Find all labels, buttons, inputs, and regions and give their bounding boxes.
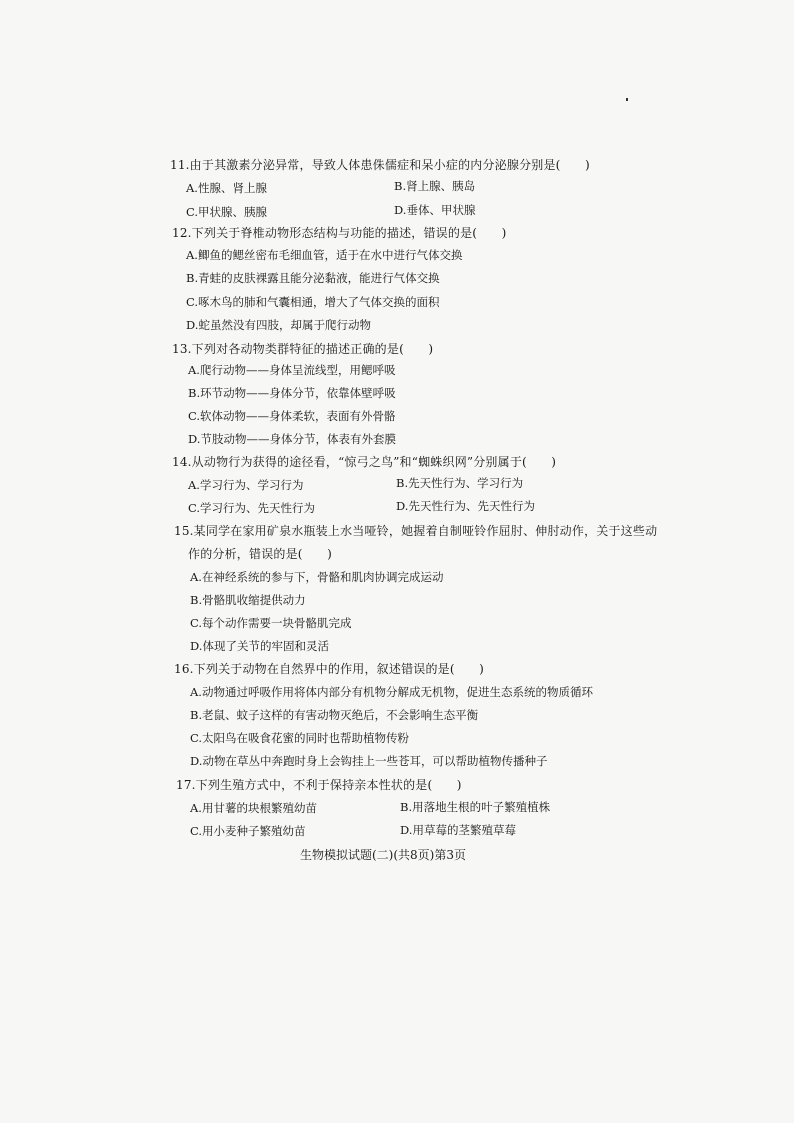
question-12-option-d: D.蛇虽然没有四肢，却属于爬行动物 — [186, 318, 371, 332]
question-16-stem: 16.下列关于动物在自然界中的作用，叙述错误的是( ) — [174, 662, 485, 676]
question-11-option-d: D.垂体、甲状腺 — [394, 203, 476, 217]
question-11-option-c: C.甲状腺、胰腺 — [186, 205, 268, 219]
question-12-option-c: C.啄木鸟的肺和气囊相通，增大了气体交换的面积 — [186, 295, 440, 309]
question-16-option-a: A.动物通过呼吸作用将体内部分有机物分解成无机物，促进生态系统的物质循环 — [190, 685, 593, 699]
question-11-stem: 11.由于其激素分泌异常，导致人体患侏儒症和呆小症的内分泌腺分别是( ) — [170, 158, 590, 172]
question-15-option-a: A.在神经系统的参与下，骨骼和肌肉协调完成运动 — [190, 570, 444, 584]
question-14-stem: 14.从动物行为获得的途径看，“惊弓之鸟”和“蜘蛛织网”分别属于( ) — [172, 455, 557, 469]
page-footer: 生物模拟试题(二)(共8页)第3页 — [300, 848, 466, 862]
question-15-stem-continued: 作的分析，错误的是( ) — [188, 547, 332, 561]
question-11-option-b: B.肾上腺、胰岛 — [394, 179, 476, 193]
question-14-option-d: D.先天性行为、先天性行为 — [396, 499, 535, 513]
question-16-option-d: D.动物在草丛中奔跑时身上会钩挂上一些苍耳，可以帮助植物传播种子 — [190, 754, 548, 768]
question-15-option-d: D.体现了关节的牢固和灵活 — [190, 639, 329, 653]
question-15-stem: 15.某同学在家用矿泉水瓶装上水当哑铃，她握着自制哑铃作屈肘、伸肘动作，关于这些动 — [174, 524, 658, 538]
question-12-stem: 12.下列关于脊椎动物形态结构与功能的描述，错误的是( ) — [172, 226, 507, 240]
question-17-stem: 17.下列生殖方式中，不利于保持亲本性状的是( ) — [176, 778, 462, 792]
question-15-option-c: C.每个动作需要一块骨骼肌完成 — [190, 616, 352, 630]
question-17-option-c: C.用小麦种子繁殖幼苗 — [190, 824, 306, 838]
question-17-option-a: A.用甘薯的块根繁殖幼苗 — [190, 801, 317, 815]
question-16-option-b: B.老鼠、蚊子这样的有害动物灭绝后，不会影响生态平衡 — [190, 708, 479, 722]
question-17-option-d: D.用草莓的茎繁殖草莓 — [400, 823, 516, 837]
question-17-option-b: B.用落地生根的叶子繁殖植株 — [400, 800, 551, 814]
scan-speck — [626, 98, 628, 101]
question-13-option-b: B.环节动物——身体分节，依靠体壁呼吸 — [188, 386, 396, 400]
question-13-option-a: A.爬行动物——身体呈流线型，用鳃呼吸 — [188, 363, 396, 377]
question-12-option-b: B.青蛙的皮肤裸露且能分泌黏液，能进行气体交换 — [186, 271, 440, 285]
question-14-option-a: A.学习行为、学习行为 — [188, 478, 304, 492]
question-11-option-a: A.性腺、肾上腺 — [186, 181, 267, 195]
question-15-option-b: B.骨骼肌收缩提供动力 — [190, 593, 306, 607]
question-13-option-d: D.节肢动物——身体分节，体表有外套膜 — [188, 432, 396, 446]
question-13-stem: 13.下列对各动物类群特征的描述正确的是( ) — [172, 342, 434, 356]
question-13-option-c: C.软体动物——身体柔软，表面有外骨骼 — [188, 409, 396, 423]
question-14-option-c: C.学习行为、先天性行为 — [188, 501, 316, 515]
question-12-option-a: A.鲫鱼的鳃丝密布毛细血管，适于在水中进行气体交换 — [186, 248, 463, 262]
question-16-option-c: C.太阳鸟在吸食花蜜的同时也帮助植物传粉 — [190, 731, 410, 745]
question-14-option-b: B.先天性行为、学习行为 — [396, 476, 524, 490]
